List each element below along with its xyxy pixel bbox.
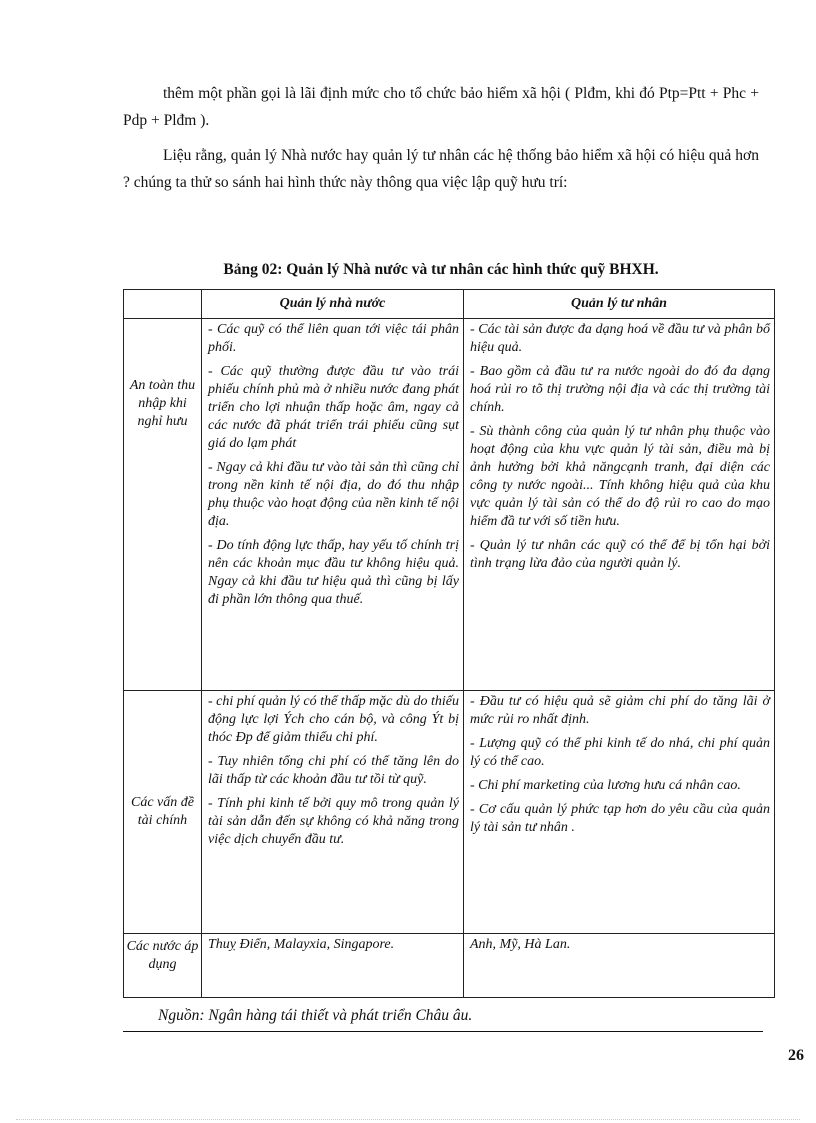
page-bottom-divider	[16, 1119, 800, 1120]
cell-item: - chi phí quản lý có thể thấp mặc dù do thiếu động lực lợi Ých cho cán bộ, và công Ýt bị thóc Ðp để giảm thiểu chi phí.	[208, 694, 459, 745]
private-cell	[464, 934, 775, 998]
cell-item: - Bao gồm cả đầu tư ra nước ngoài do đó đa dạng hoá rủi ro tõ thị trường nội địa và các thị trường tài chính.	[470, 364, 770, 415]
state-cell	[202, 691, 464, 934]
table-row	[124, 691, 775, 934]
cell-item: - Do tính động lực thấp, hay yếu tố chính trị nên các khoản mục đầu tư không hiệu quả. Ngay cả khi đầu tư hiệu quả thì cũng bị lấy đi phần lớn thông qua thuế.	[208, 538, 459, 607]
page-number: 26	[788, 1047, 804, 1064]
private-cell	[464, 691, 775, 934]
cell-item: - Các quỹ thường được đầu tư vào trái phiếu chính phủ mà ở nhiều nước đang phát triển cho lợi nhuận thấp hoặc âm, ngay cả các nước đã phát triển trái phiếu cũng sụt giá do lạm phát	[208, 364, 459, 451]
table-source: Nguồn: Ngân hàng tái thiết và phát triển Châu âu.	[158, 1007, 473, 1024]
cell-item: - Sù thành công của quản lý tư nhân phụ thuộc vào hoạt động của khu vực quản lý tài sản, điều mà bị ảnh hưởng bởi khả năngcạnh tranh, đại diện các công ty nước ngoài... Tính không hiệu quả của khu vực quản lý tài sản có thể do độ rủi ro cao do mạo hiểm đầ tư với số tiền hưu.	[470, 424, 770, 529]
cell-item: Thuỵ Điển, Malayxia, Singapore.	[208, 937, 395, 952]
cell-item: - Tuy nhiên tổng chi phí có thể tăng lên do lãi thấp từ các khoản đầu tư tồi từ quỹ.	[208, 754, 459, 787]
row-label: Các nước áp dụng	[124, 934, 202, 998]
table-row	[124, 319, 775, 691]
cell-item: - Quản lý tư nhân các quỹ có thể để bị tổn hại bởi tình trạng lừa đảo của người quản lý.	[470, 538, 770, 571]
state-cell	[202, 319, 464, 691]
cell-item: - Các quỹ có thể liên quan tới việc tái phân phối.	[208, 322, 459, 355]
header-empty	[124, 290, 202, 319]
private-cell	[464, 319, 775, 691]
paragraph-1: thêm một phần gọi là lãi định mức cho tổ chức bảo hiểm xã hội ( Plđm, khi đó Ptp=Ptt + Phc + Pdp + Plđm ).	[123, 85, 759, 129]
cell-item: Anh, Mỹ, Hà Lan.	[470, 937, 571, 952]
footer-rule	[123, 1031, 763, 1032]
table-caption: Bảng 02: Quản lý Nhà nước và tư nhân các hình thức quỹ BHXH.	[223, 261, 659, 278]
cell-item: - Ngay cả khi đầu tư vào tài sản thì cũng chỉ trong nền kinh tế nội địa, do đó thu nhập phụ thuộc vào hoạt động của nền kinh tế nội địa.	[208, 460, 459, 529]
cell-item: - Các tài sản được đa dạng hoá về đầu tư và phân bổ hiệu quả.	[470, 322, 770, 355]
cell-item: - Chi phí marketing của lương hưu cá nhân cao.	[470, 778, 741, 793]
row-label: An toàn thu nhập khi nghỉ hưu	[124, 319, 202, 691]
header-private: Quản lý tư nhân	[464, 290, 775, 319]
table-header-row	[124, 290, 775, 319]
paragraph-2: Liệu rằng, quản lý Nhà nước hay quản lý tư nhân các hệ thống bảo hiểm xã hội có hiệu quả hơn ? chúng ta thử so sánh hai hình thức này thông qua việc lập quỹ hưu trí:	[123, 147, 759, 191]
cell-item: - Lượng quỹ có thể phi kinh tế do nhá, chi phí quản lý có thể cao.	[470, 736, 770, 769]
header-state: Quản lý nhà nước	[202, 290, 464, 319]
comparison-table	[123, 289, 775, 998]
cell-item: - Tính phi kinh tế bởi quy mô trong quản lý tài sản dẫn đến sự không có khả năng trong việc dịch chuyển đầu tư.	[208, 796, 459, 847]
row-label: Các vấn đề tài chính	[124, 691, 202, 934]
cell-item: - Đầu tư có hiệu quả sẽ giảm chi phí do tăng lãi ở mức rủi ro nhất định.	[470, 694, 770, 727]
state-cell	[202, 934, 464, 998]
cell-item: - Cơ cấu quản lý phức tạp hơn do yêu cầu của quản lý tài sản tư nhân .	[470, 802, 770, 835]
table-row	[124, 934, 775, 998]
